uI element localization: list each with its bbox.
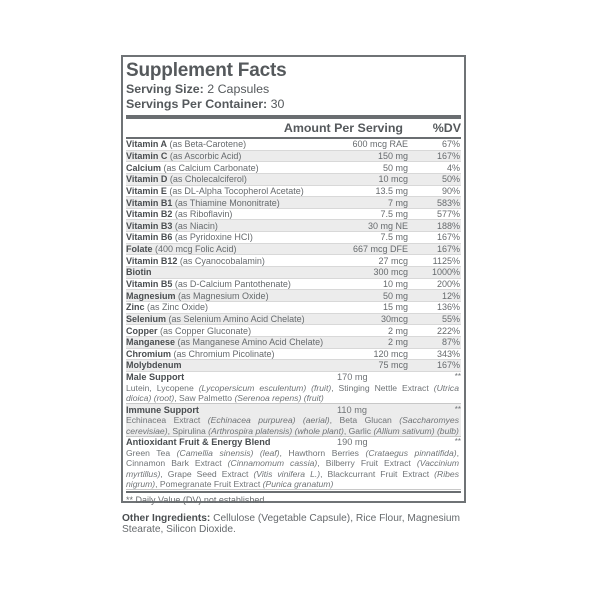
blend-name: Antioxidant Fruit & Energy Blend — [126, 437, 271, 448]
nutrient-amount: 30mcg — [380, 313, 408, 324]
nutrient-amount: 13.5 mg — [375, 185, 408, 196]
nutrient-row — [126, 302, 461, 314]
blend-dv: ** — [454, 372, 461, 382]
nutrient-dv: 222% — [436, 325, 460, 336]
nutrient-dv: 4% — [446, 162, 460, 173]
supplement-facts-panel — [121, 55, 466, 506]
nutrient-amount: 7.5 mg — [380, 232, 408, 243]
nutrient-amount: 27 mcg — [378, 255, 408, 266]
nutrient-name: Vitamin B1 (as Thiamine Mononitrate) — [126, 197, 280, 208]
nutrient-amount: 10 mcg — [378, 174, 408, 185]
nutrient-row — [126, 197, 461, 209]
nutrient-name: Calcium (as Calcium Carbonate) — [126, 162, 259, 173]
nutrient-dv: 188% — [436, 220, 460, 231]
blend-amount: 170 mg — [337, 372, 368, 383]
nutrient-row — [126, 186, 461, 198]
nutrient-row — [126, 360, 461, 372]
nutrient-row — [126, 174, 461, 186]
blend-description: Lutein, Lycopene (Lycopersicum esculentum) (fruit), Stinging Nettle Extract (Utrica dioica) (root), Saw Palmetto (Serenoa repens) (fruit) — [126, 382, 460, 404]
nutrient-name: Manganese (as Manganese Amino Acid Chelate) — [126, 337, 324, 348]
nutrient-dv: 343% — [436, 348, 460, 359]
nutrient-row — [126, 151, 461, 163]
nutrient-row — [126, 314, 461, 326]
nutrient-name: Magnesium (as Magnesium Oxide) — [126, 290, 269, 301]
blend-amount: 190 mg — [337, 437, 368, 448]
nutrient-amount: 7 mg — [387, 197, 408, 208]
nutrient-amount: 30 mg NE — [367, 220, 408, 231]
nutrient-amount: 10 mg — [382, 279, 408, 289]
header-dv: %DV — [432, 121, 461, 135]
nutrient-name: Biotin — [126, 267, 152, 278]
blend-dv: ** — [454, 437, 461, 447]
nutrient-dv: 200% — [436, 279, 460, 289]
nutrient-dv: 167% — [436, 360, 460, 371]
nutrient-name: Vitamin E (as DL-Alpha Tocopherol Acetate) — [126, 185, 304, 196]
nutrient-amount: 2 mg — [387, 325, 408, 336]
nutrient-dv: 90% — [441, 185, 460, 196]
nutrient-name: Vitamin B5 (as D-Calcium Pantothenate) — [126, 279, 291, 289]
serving-size-value: 2 Capsules — [207, 82, 270, 96]
blend-block — [126, 372, 461, 405]
blend-block — [126, 437, 461, 490]
nutrient-dv: 87% — [441, 337, 460, 348]
blend-section — [126, 372, 461, 490]
panel-title: Supplement Facts — [126, 60, 287, 81]
serving-size-label: Serving Size: — [126, 82, 204, 96]
footnote: ** Daily Value (DV) not established — [126, 495, 265, 506]
nutrient-name: Chromium (as Chromium Picolinate) — [126, 348, 275, 359]
nutrient-name: Vitamin B12 (as Cyanocobalamin) — [126, 255, 265, 266]
blend-dv: ** — [454, 404, 461, 414]
servings-per-container-value: 30 — [270, 97, 285, 111]
nutrient-name: Copper (as Copper Gluconate) — [126, 325, 252, 336]
nutrient-dv: 167% — [436, 150, 460, 161]
nutrient-name: Zinc (as Zinc Oxide) — [126, 302, 209, 313]
nutrient-row — [126, 220, 461, 232]
nutrient-row — [126, 290, 461, 302]
header-amount: Amount Per Serving — [283, 121, 403, 135]
nutrient-row — [126, 279, 461, 291]
nutrient-row — [126, 255, 461, 267]
nutrient-name: Vitamin A (as Beta-Carotene) — [126, 139, 247, 150]
blend-name: Male Support — [126, 372, 185, 383]
nutrient-dv: 577% — [436, 209, 460, 220]
nutrient-amount: 150 mg — [377, 150, 408, 161]
servings-per-container-label: Servings Per Container: — [126, 97, 268, 111]
nutrient-name: Selenium (as Selenium Amino Acid Chelate) — [126, 313, 305, 324]
nutrient-dv: 1000% — [431, 267, 460, 278]
nutrient-amount: 50 mg — [382, 162, 408, 173]
nutrient-amount: 7.5 mg — [380, 209, 408, 220]
serving-size — [126, 82, 461, 97]
nutrient-name: Vitamin B2 (as Riboflavin) — [126, 209, 233, 220]
table-header — [126, 119, 461, 137]
nutrient-dv: 1125% — [432, 255, 460, 266]
other-ingredients-value: Cellulose (Vegetable Capsule), Rice Flour, Magnesium Stearate, Silicon Dioxide. — [122, 513, 461, 535]
nutrient-dv: 55% — [441, 313, 460, 324]
nutrient-row — [126, 325, 461, 337]
nutrient-row — [126, 267, 461, 279]
nutrient-dv: 583% — [436, 197, 460, 208]
nutrient-name: Molybdenum — [126, 360, 182, 371]
nutrient-dv: 67% — [441, 139, 460, 150]
nutrient-dv: 12% — [441, 290, 460, 301]
other-ingredients-label: Other Ingredients: — [122, 513, 211, 524]
other-ingredients — [122, 513, 472, 535]
nutrient-row — [126, 232, 461, 244]
nutrient-amount: 300 mcg — [373, 267, 408, 278]
nutrient-name: Vitamin B3 (as Niacin) — [126, 220, 218, 231]
servings-per-container — [126, 97, 461, 112]
nutrient-name: Vitamin D (as Cholecalciferol) — [126, 174, 247, 185]
nutrient-row — [126, 209, 461, 221]
blend-description: Echinacea Extract (Echinacea purpurea) (aerial), Beta Glucan (Saccharomyes cerevisiae), Spirulina (Arthrospira platensis) (whole plant), Garlic (Allium sativum) (bulb) — [126, 415, 459, 436]
nutrient-amount: 2 mg — [387, 337, 408, 348]
nutrient-row — [126, 139, 461, 151]
nutrient-dv: 167% — [436, 244, 460, 255]
nutrient-name: Vitamin B6 (as Pyridoxine HCI) — [126, 232, 253, 243]
nutrient-amount: 75 mcg — [378, 360, 408, 371]
nutrient-row — [126, 337, 461, 349]
blend-amount: 110 mg — [337, 404, 367, 415]
nutrient-dv: 136% — [436, 302, 460, 313]
nutrient-table — [126, 139, 461, 372]
nutrient-amount: 50 mg — [382, 290, 408, 301]
nutrient-row — [126, 162, 461, 174]
nutrient-name: Vitamin C (as Ascorbic Acid) — [126, 150, 242, 161]
nutrient-amount: 667 mcg DFE — [352, 244, 408, 255]
blend-block — [126, 404, 461, 437]
nutrient-amount: 15 mg — [382, 302, 408, 313]
nutrient-amount: 120 mcg — [373, 348, 408, 359]
nutrient-amount: 600 mcg RAE — [352, 139, 408, 150]
nutrient-row — [126, 244, 461, 256]
nutrient-dv: 50% — [441, 174, 460, 185]
nutrient-row — [126, 349, 461, 361]
blend-description: Green Tea (Camellia sinensis) (leaf), Hawthorn Berries (Crataegus pinnatifida), Cinnamon Bark Extract (Cinnamomum cassia), Bilberry Fruit Extract (Vaccinium myrtillus), Grape Seed Extract (Vitis vinifera L.), Blackcurrant Fruit Extract (Ribes nigrum), Pomegranate Fruit Extract (Punica granatum) — [126, 448, 460, 489]
nutrient-name: Folate (400 mcg Folic Acid) — [126, 244, 237, 255]
blend-name: Immune Support — [126, 404, 199, 415]
nutrient-dv: 167% — [436, 232, 460, 243]
